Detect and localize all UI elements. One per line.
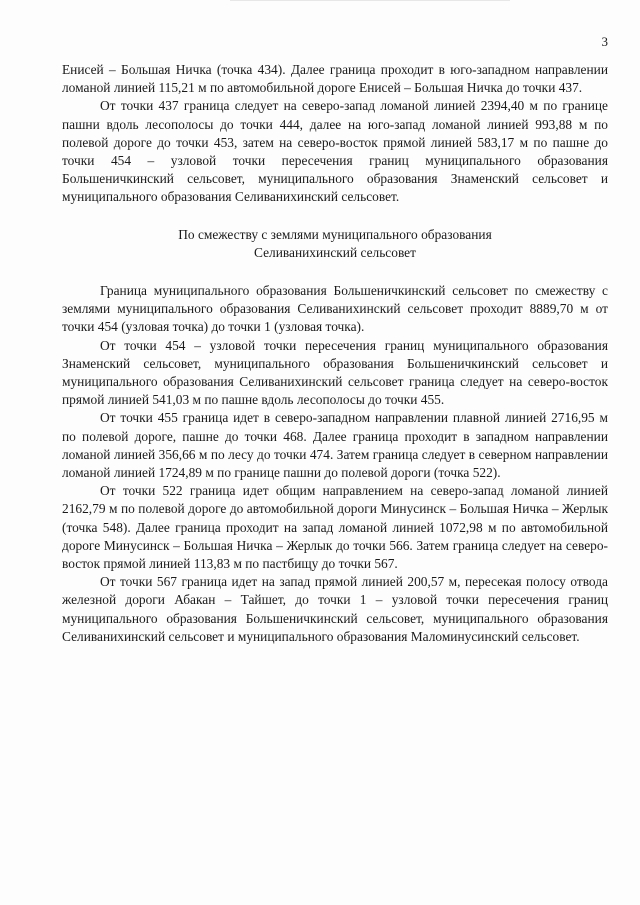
paragraph-2: От точки 437 граница следует на северо-запад ломаной линией 2394,40 м по границе пашни вдоль лесополосы до точки 444, далее на юго-запад ломаной линией 993,88 м по полевой дороге до точки 453, затем на северо-восток прямой линией 583,17 м по пашне до точки 454 – узловой точки пересечения границ муниципального образования Большеничкинский сельсовет, муниципального образования Знаменский сельсовет и муниципального образования Селиванихинский сельсовет.: [62, 98, 608, 205]
section-heading-line-2: Селиванихинский сельсовет: [254, 244, 416, 260]
paragraph-6: От точки 522 граница идет общим направлением на северо-запад ломаной линией 2162,79 м по полевой дороге до автомобильной дороги Минусинск – Большая Ничка – Жерлык (точка 548). Далее граница проходит на запад ломаной линией 1072,98 м по автомобильной дороге Минусинск – Большая Ничка – Жерлык до точки 566. Затем граница следует на северо-восток прямой линией 113,83 м по пастбищу до точки 567.: [62, 483, 608, 572]
paragraph-5: От точки 455 граница идет в северо-западном направлении плавной линией 2716,95 м по полевой дороге, пашне до точки 468. Далее граница проходит в западном направлении ломаной линией 356,66 м по лесу до точки 474. Затем граница следует в северном направлении ломаной линией 1724,89 м по границе пашни до полевой дороги (точка 522).: [62, 410, 608, 481]
paragraph-4: От точки 454 – узловой точки пересечения границ муниципального образования Знаменский сельсовет, муниципального образования Большеничкинский сельсовет и муниципального образования Селиванихинский сельсовет граница следует на северо-восток прямой линией 541,03 м по пашне вдоль лесополосы до точки 455.: [62, 337, 608, 408]
paragraph-3: Граница муниципального образования Большеничкинский сельсовет по смежеству с землями муниципального образования Селиванихинский сельсовет проходит 8889,70 м от точки 454 (узловая точка) до точки 1 (узловая точка).: [62, 283, 608, 335]
section-heading: [62, 226, 608, 262]
scan-top-edge: [230, 0, 510, 7]
section-heading-line-1: По смежеству с землями муниципального образования: [178, 226, 492, 242]
paragraph-1: Енисей – Большая Ничка (точка 434). Далее граница проходит в юго-западном направлении ломаной линией 115,21 м по автомобильной дороге Енисей – Большая Ничка до точки 437.: [62, 62, 608, 96]
paragraph-7: От точки 567 граница идет на запад прямой линией 200,57 м, пересекая полосу отвода железной дороги Абакан – Тайшет, до точки 1 – узловой точки пересечения границ муниципального образования Большеничкинский сельсовет, муниципального образования Селиванихинский сельсовет и муниципального образования Маломинусинский сельсовет.: [62, 574, 608, 644]
page-number: 3: [601, 34, 608, 49]
document-body: [62, 61, 608, 646]
